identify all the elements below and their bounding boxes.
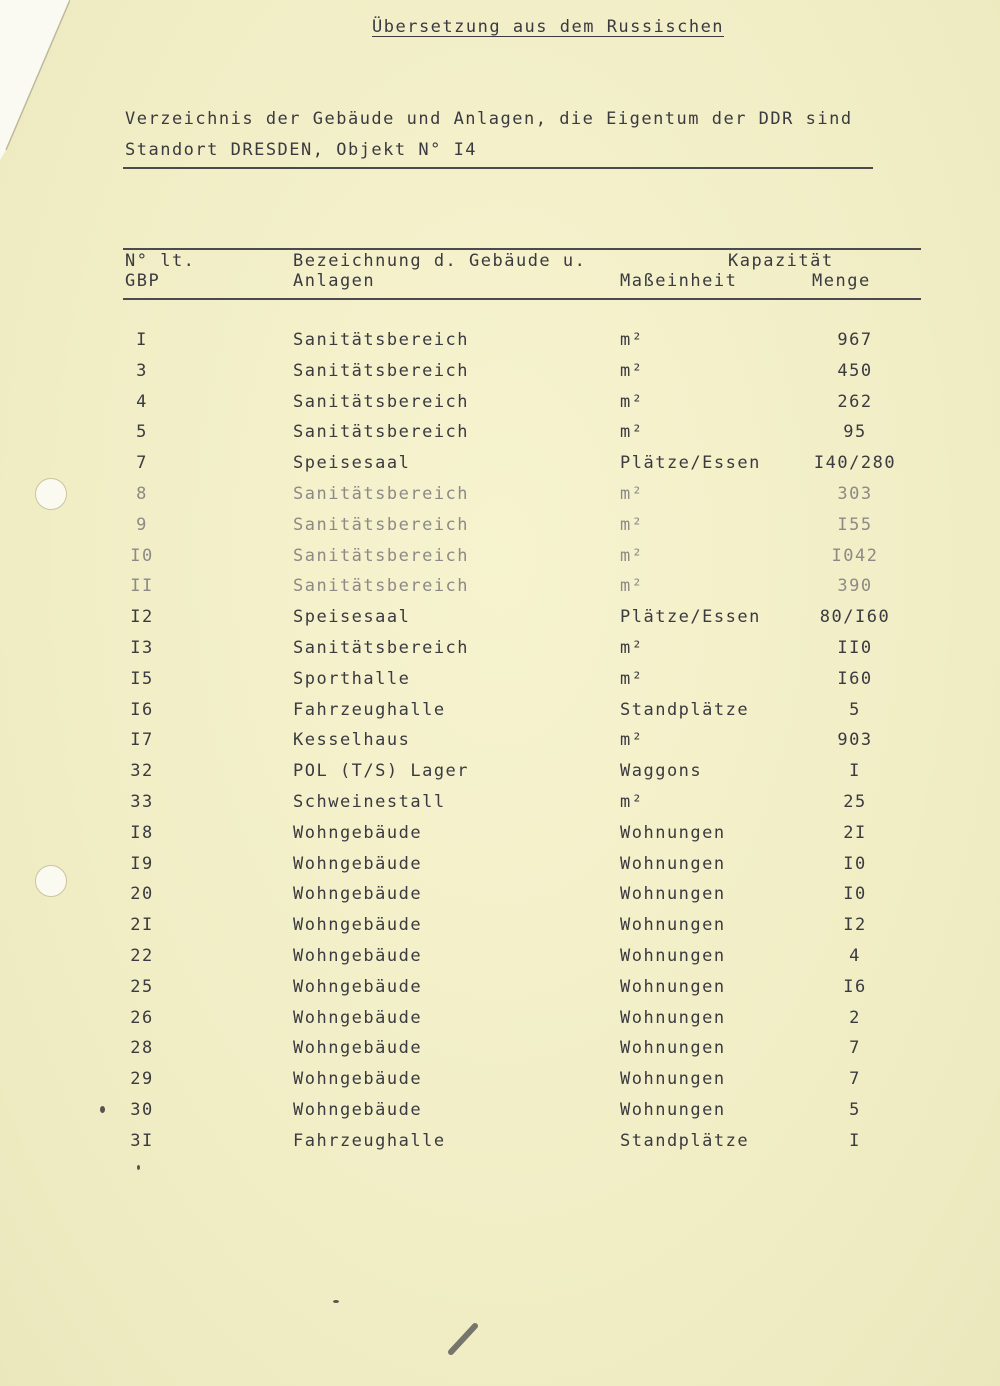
row-number: 3 bbox=[136, 360, 148, 381]
unit-of-measure: Wohnungen bbox=[620, 853, 726, 874]
building-name: Sanitätsbereich bbox=[293, 638, 470, 658]
quantity: 5 bbox=[849, 1100, 861, 1120]
row-number: 5 bbox=[136, 422, 148, 443]
quantity: I bbox=[849, 1130, 861, 1151]
building-name: Sanitätsbereich bbox=[293, 422, 470, 443]
row-number: 28 bbox=[130, 1038, 154, 1059]
building-name: Fahrzeughalle bbox=[293, 1130, 446, 1151]
ink-speck bbox=[100, 1106, 105, 1113]
table-row bbox=[0, 546, 1000, 576]
row-number: 8 bbox=[136, 484, 148, 504]
table-row bbox=[0, 1008, 1000, 1038]
unit-of-measure: Wohnungen bbox=[620, 822, 726, 843]
building-name: Sanitätsbereich bbox=[293, 330, 470, 350]
unit-of-measure: m² bbox=[620, 576, 644, 597]
quantity: I40/280 bbox=[813, 453, 897, 474]
building-name: POL (T/S) Lager bbox=[293, 761, 470, 782]
unit-of-measure: Waggons bbox=[620, 761, 703, 782]
quantity: 95 bbox=[843, 422, 867, 443]
building-name: Kesselhaus bbox=[293, 730, 411, 751]
row-number: I6 bbox=[130, 699, 154, 720]
building-name: Wohngebäude bbox=[293, 1069, 423, 1090]
row-number: 33 bbox=[130, 792, 154, 812]
unit-of-measure: m² bbox=[620, 330, 644, 350]
unit-of-measure: m² bbox=[620, 360, 644, 381]
row-number: II bbox=[130, 576, 154, 597]
row-number: I0 bbox=[130, 545, 154, 566]
table-row bbox=[0, 977, 1000, 1007]
quantity: 903 bbox=[837, 730, 873, 751]
building-name: Sanitätsbereich bbox=[293, 545, 470, 566]
table-row bbox=[0, 823, 1000, 853]
building-name: Fahrzeughalle bbox=[293, 699, 446, 720]
quantity: II0 bbox=[837, 638, 873, 658]
row-number: 4 bbox=[136, 391, 148, 412]
unit-of-measure: m² bbox=[620, 484, 644, 504]
table-row bbox=[0, 361, 1000, 391]
quantity: I6 bbox=[843, 976, 867, 997]
table-row bbox=[0, 1100, 1000, 1130]
ink-speck bbox=[137, 1165, 140, 1170]
col-nr-header-line1: N° lt. bbox=[125, 251, 196, 271]
table-header-rule bbox=[123, 298, 921, 300]
row-number: 30 bbox=[130, 1100, 154, 1120]
row-number: I9 bbox=[130, 853, 154, 874]
unit-of-measure: Standplätze bbox=[620, 699, 750, 720]
row-number: 29 bbox=[130, 1069, 154, 1090]
unit-of-measure: Wohnungen bbox=[620, 884, 726, 905]
table-row bbox=[0, 484, 1000, 514]
row-number: 20 bbox=[130, 884, 154, 905]
unit-of-measure: m² bbox=[620, 730, 644, 751]
unit-of-measure: Plätze/Essen bbox=[620, 607, 761, 628]
row-number: I5 bbox=[130, 668, 154, 689]
quantity: 2 bbox=[849, 1007, 861, 1028]
table-row bbox=[0, 884, 1000, 914]
row-number: I7 bbox=[130, 730, 154, 751]
quantity: 262 bbox=[837, 391, 873, 412]
unit-of-measure: m² bbox=[620, 638, 644, 658]
building-name: Speisesaal bbox=[293, 607, 411, 628]
quantity: 450 bbox=[837, 360, 873, 381]
col-capacity-header: Kapazität bbox=[728, 251, 834, 271]
title-underline bbox=[123, 167, 873, 169]
folded-corner-shadow bbox=[0, 0, 70, 170]
table-top-rule bbox=[123, 248, 921, 250]
building-name: Wohngebäude bbox=[293, 884, 423, 905]
table-row bbox=[0, 1038, 1000, 1068]
unit-of-measure: m² bbox=[620, 514, 644, 535]
row-number: 22 bbox=[130, 946, 154, 966]
quantity: I55 bbox=[837, 514, 873, 535]
building-name: Wohngebäude bbox=[293, 1100, 423, 1120]
table-row bbox=[0, 515, 1000, 545]
building-name: Schweinestall bbox=[293, 792, 446, 812]
row-number: 25 bbox=[130, 976, 154, 997]
building-name: Wohngebäude bbox=[293, 1007, 423, 1028]
row-number: 7 bbox=[136, 453, 148, 474]
unit-of-measure: m² bbox=[620, 545, 644, 566]
quantity: I042 bbox=[831, 545, 879, 566]
building-name: Sanitätsbereich bbox=[293, 391, 470, 412]
table-row bbox=[0, 607, 1000, 637]
table-row bbox=[0, 638, 1000, 668]
unit-of-measure: Standplätze bbox=[620, 1130, 750, 1151]
quantity: 4 bbox=[849, 946, 861, 966]
unit-of-measure: Wohnungen bbox=[620, 1069, 726, 1090]
translation-note: Übersetzung aus dem Russischen bbox=[372, 17, 725, 37]
building-name: Sanitätsbereich bbox=[293, 514, 470, 535]
building-name: Sanitätsbereich bbox=[293, 484, 470, 504]
table-row bbox=[0, 854, 1000, 884]
unit-of-measure: m² bbox=[620, 422, 644, 443]
table-row bbox=[0, 576, 1000, 606]
building-name: Speisesaal bbox=[293, 453, 411, 474]
table-row bbox=[0, 1069, 1000, 1099]
document-subtitle: Standort DRESDEN, Objekt N° I4 bbox=[125, 140, 478, 160]
pencil-mark bbox=[445, 1318, 485, 1358]
quantity: 80/I60 bbox=[819, 607, 891, 628]
quantity: 390 bbox=[837, 576, 873, 597]
table-row bbox=[0, 422, 1000, 452]
row-number: I bbox=[136, 330, 148, 350]
table-row bbox=[0, 330, 1000, 360]
unit-of-measure: m² bbox=[620, 668, 644, 689]
building-name: Wohngebäude bbox=[293, 822, 423, 843]
quantity: 2I bbox=[843, 822, 867, 843]
table-row bbox=[0, 730, 1000, 760]
ink-speck bbox=[333, 1300, 339, 1303]
table-row bbox=[0, 700, 1000, 730]
building-name: Wohngebäude bbox=[293, 853, 423, 874]
quantity: 7 bbox=[849, 1069, 861, 1090]
quantity: I60 bbox=[837, 668, 873, 689]
unit-of-measure: m² bbox=[620, 792, 644, 812]
quantity: 5 bbox=[849, 699, 861, 720]
table-row bbox=[0, 761, 1000, 791]
unit-of-measure: Wohnungen bbox=[620, 976, 726, 997]
col-name-header-line2: Anlagen bbox=[293, 271, 376, 291]
quantity: 967 bbox=[837, 330, 873, 350]
col-unit-header: Maßeinheit bbox=[620, 271, 738, 291]
table-row bbox=[0, 792, 1000, 822]
quantity: I2 bbox=[843, 915, 867, 936]
table-row bbox=[0, 392, 1000, 422]
building-name: Sanitätsbereich bbox=[293, 576, 470, 597]
building-name: Sanitätsbereich bbox=[293, 360, 470, 381]
col-qty-header: Menge bbox=[812, 271, 871, 291]
row-number: 26 bbox=[130, 1007, 154, 1028]
table-row bbox=[0, 915, 1000, 945]
quantity: 303 bbox=[837, 484, 873, 504]
unit-of-measure: Wohnungen bbox=[620, 946, 726, 966]
table-row bbox=[0, 453, 1000, 483]
row-number: I8 bbox=[130, 822, 154, 843]
unit-of-measure: m² bbox=[620, 391, 644, 412]
quantity: 25 bbox=[843, 792, 867, 812]
document-title: Verzeichnis der Gebäude und Anlagen, die Eigentum der DDR sind bbox=[125, 109, 853, 129]
quantity: I0 bbox=[843, 853, 867, 874]
table-row bbox=[0, 946, 1000, 976]
building-name: Wohngebäude bbox=[293, 1038, 423, 1059]
quantity: I0 bbox=[843, 884, 867, 905]
row-number: 3I bbox=[130, 1130, 154, 1151]
quantity: 7 bbox=[849, 1038, 861, 1059]
building-name: Wohngebäude bbox=[293, 915, 423, 936]
unit-of-measure: Wohnungen bbox=[620, 915, 726, 936]
building-name: Sporthalle bbox=[293, 668, 411, 689]
col-name-header-line1: Bezeichnung d. Gebäude u. bbox=[293, 251, 587, 271]
row-number: 9 bbox=[136, 514, 148, 535]
unit-of-measure: Wohnungen bbox=[620, 1038, 726, 1059]
row-number: I2 bbox=[130, 607, 154, 628]
row-number: 32 bbox=[130, 761, 154, 782]
unit-of-measure: Plätze/Essen bbox=[620, 453, 761, 474]
table-row bbox=[0, 1131, 1000, 1161]
col-nr-header-line2: GBP bbox=[125, 271, 161, 291]
unit-of-measure: Wohnungen bbox=[620, 1100, 726, 1120]
quantity: I bbox=[849, 761, 861, 782]
building-name: Wohngebäude bbox=[293, 976, 423, 997]
row-number: 2I bbox=[130, 915, 154, 936]
row-number: I3 bbox=[130, 638, 154, 658]
unit-of-measure: Wohnungen bbox=[620, 1007, 726, 1028]
building-name: Wohngebäude bbox=[293, 946, 423, 966]
table-row bbox=[0, 669, 1000, 699]
